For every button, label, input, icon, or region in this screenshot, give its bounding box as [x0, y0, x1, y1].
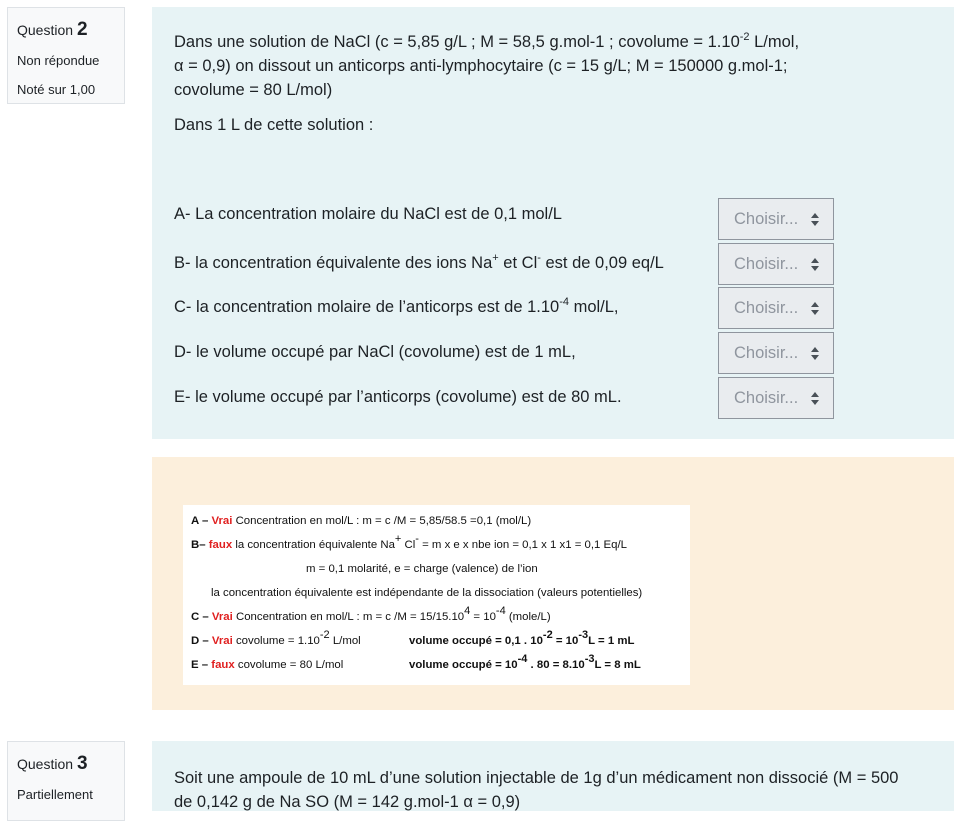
question-content-3 — [152, 741, 954, 811]
option-c-label: C- la concentration molaire de l’anticorps est de $1.10^{-4}$ mol/L, — [174, 295, 619, 316]
question-text-line: covolume = 80 L/mol) — [174, 81, 333, 99]
option-d-select[interactable]: Choisir... — [718, 332, 834, 374]
question-text — [174, 30, 874, 137]
question-info-3 — [7, 741, 125, 821]
option-b-select[interactable]: Choisir... — [718, 243, 834, 285]
option-a-label: A- La concentration molaire du NaCl est de 0,1 mol/L — [174, 205, 562, 223]
feedback-line-e-result: volume occupé = $10^{-4}$ . $80 = 8.10^{-3}L = 8$ mL — [409, 653, 641, 671]
question-prompt: Dans 1 L de cette solution : — [174, 116, 374, 134]
feedback-line-d-result: volume occupé = 0,1 . $10^{-2} = 10^{-3}L = 1$ mL — [409, 629, 635, 647]
feedback-correction-image — [183, 505, 690, 685]
select-caret-icon — [811, 302, 820, 315]
select-caret-icon — [811, 213, 820, 226]
select-caret-icon — [811, 392, 820, 405]
feedback-line-d: D – Vrai covolume = $1.10^{-2}$ L/mol — [191, 629, 361, 647]
feedback-line-b: B– faux la concentration équivalente Na+ Cl- = m x e x nbe ion = 0,1 x 1 x1 = 0,1 Eq/L — [191, 533, 627, 551]
feedback-line-a: A – Vrai Concentration en mol/L : m = c /M = 5,85/58.5 =0,1 (mol/L) — [191, 515, 532, 527]
question-state: Non répondue — [17, 52, 100, 68]
question-number: Question 2 — [17, 19, 88, 40]
option-c-select[interactable]: Choisir... — [718, 287, 834, 329]
general-feedback — [152, 457, 954, 710]
option-e-select[interactable]: Choisir... — [718, 377, 834, 419]
question-info-2 — [7, 7, 125, 104]
question-content-2 — [152, 7, 954, 439]
question-state: Partiellement — [17, 786, 93, 802]
select-caret-icon — [811, 258, 820, 271]
feedback-line-e: E – faux covolume = 80 L/mol — [191, 659, 344, 671]
question-number: Question 3 — [17, 753, 88, 774]
feedback-line-b2: m = 0,1 molarité, e = charge (valence) de l’ion — [306, 563, 538, 575]
question-grade: Noté sur 1,00 — [17, 81, 96, 97]
select-caret-icon — [811, 347, 820, 360]
option-b-label: B- la concentration équivalente des ions Na+ et Cl- est de 0,09 eq/L — [174, 251, 664, 272]
question-text — [174, 766, 898, 811]
feedback-line-c: C – Vrai Concentration en mol/L : m = c $/M = 15/15.10^4 = 10^{-4}$ (mole/L) — [191, 605, 551, 623]
option-e-label: E- le volume occupé par l’anticorps (covolume) est de 80 mL. — [174, 388, 622, 406]
feedback-line-b3: la concentration équivalente est indépendante de la dissociation (valeurs potentielles) — [211, 587, 643, 599]
question-text-line: de 0,142 g de Na SO (M = 142 g.mol-1 α = 0,9) — [174, 793, 521, 811]
option-a-select[interactable]: Choisir... — [718, 198, 834, 240]
option-d-label: D- le volume occupé par NaCl (covolume) est de 1 mL, — [174, 343, 576, 361]
question-text-line: Soit une ampoule de 10 mL d’une solution injectable de 1g d’un médicament non dissocié (M = 500 — [174, 769, 899, 787]
question-text-line: α = 0,9) on dissout un anticorps anti-lymphocytaire (c = 15 g/L; M = 150000 g.mol-1; — [174, 57, 788, 75]
question-text-line: Dans une solution de NaCl (c = 5,85 g/L ; M = 58,5 g.mol-1 ; covolume = $1.10^{-2}$ L/mol, — [174, 30, 800, 51]
